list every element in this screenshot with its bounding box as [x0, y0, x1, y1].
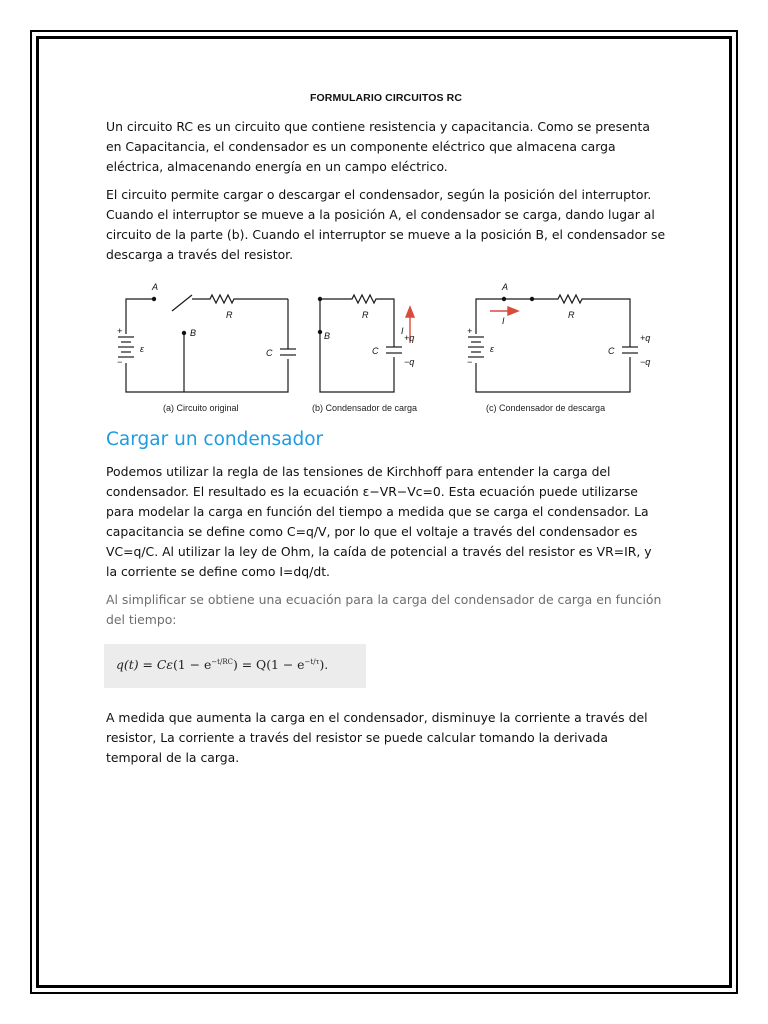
resistor	[192, 295, 288, 303]
label-plus-q: +q	[640, 333, 651, 343]
switch-node-a	[152, 297, 156, 301]
equation-mid: (1 − e	[172, 657, 212, 672]
node-a	[318, 297, 322, 301]
rc-circuit-diagram	[106, 277, 666, 417]
circuit-c-wire	[476, 357, 630, 392]
document-title: FORMULARIO CIRCUITOS RC	[309, 92, 463, 104]
intro-paragraph-2: El circuito permite cargar o descargar el condensador, según la posición del interruptor. Cuando el interruptor se mueve a la posición A, el condensador se carga, dando lugar al circuito de la parte (b). Cuando el interruptor se mueve a la posición B, el condensador se descarga a través del resistor.	[106, 187, 666, 262]
equation-exponent-1: −t/RC	[211, 657, 233, 666]
gray-paragraph: Al simplificar se obtiene una ecuación para la carga del condensador de carga en función del tiempo:	[106, 592, 662, 627]
charge-equation	[116, 657, 328, 672]
label-c: C	[608, 346, 615, 356]
switch-node-b	[182, 331, 186, 335]
document-body	[106, 92, 666, 776]
current-arrowhead	[406, 307, 414, 317]
label-plus: +	[467, 326, 473, 336]
switch-lever	[172, 295, 192, 311]
caption-c: (c) Condensador de descarga	[486, 403, 606, 413]
equation-exponent-2: −t/τ	[304, 657, 320, 666]
label-minus: −	[117, 357, 123, 367]
label-i: I	[502, 316, 505, 326]
label-c: C	[266, 348, 273, 358]
circuit-b-wire	[320, 299, 394, 392]
section-heading: Cargar un condensador	[106, 429, 324, 450]
closing-paragraph: A medida que aumenta la carga en el condensador, disminuye la corriente a través del resistor, La corriente a través del resistor se puede calcular tomando la derivada temporal de la carga.	[106, 710, 648, 765]
equation-lhs: q(t) = Cε	[116, 657, 173, 672]
intro-paragraph-1: Un circuito RC es un circuito que contiene resistencia y capacitancia. Como se presenta en Capacitancia, el condensador es un componente eléctrico que almacena carga eléctrica, almacenando energía en un campo eléctrico.	[106, 119, 650, 174]
circuit-a-wire	[126, 359, 288, 392]
label-r: R	[362, 310, 369, 320]
label-plus-q: +q	[404, 333, 415, 343]
equation-box	[104, 644, 366, 688]
equation-eq2: ) = Q(1 − e	[232, 657, 305, 672]
label-c: C	[372, 346, 379, 356]
label-b: B	[190, 328, 197, 338]
circuit-a-wire	[126, 299, 154, 334]
node-junction	[530, 297, 534, 301]
label-plus: +	[117, 326, 123, 336]
node-b	[318, 330, 322, 334]
label-a: A	[152, 282, 159, 292]
label-emf: ε	[140, 344, 144, 354]
label-r: R	[226, 310, 233, 320]
label-b: B	[324, 331, 331, 341]
label-i: I	[401, 326, 404, 336]
section-paragraph: Podemos utilizar la regla de las tensiones de Kirchhoff para entender la carga del condensador. El resultado es la ecuación ε−VR−Vc=0. Esta ecuación puede utilizarse para modelar la carga en función del tiempo a medida que se carga el condensador. La capacitancia se define como C=q/V, por lo que el voltaje a través del condensador es VC=q/C. Al utilizar la ley de Ohm, la caída de potencial a través del resistor es VR=IR, y la corriente se define como I=dq/dt.	[106, 464, 652, 579]
label-r: R	[568, 310, 575, 320]
caption-b: (b) Condensador de carga	[312, 403, 418, 413]
caption-a: (a) Circuito original	[163, 403, 239, 413]
label-minus: −	[467, 357, 473, 367]
label-minus-q: −q	[640, 357, 651, 367]
circuit-c-wire	[476, 295, 630, 347]
current-arrowhead	[508, 307, 518, 315]
rc-circuit-figure	[106, 277, 666, 417]
label-a: A	[502, 282, 509, 292]
node-a	[502, 297, 506, 301]
equation-end: ).	[319, 657, 329, 672]
label-emf: ε	[490, 344, 494, 354]
label-minus-q: −q	[404, 357, 415, 367]
circuit-b-wire	[320, 295, 394, 347]
